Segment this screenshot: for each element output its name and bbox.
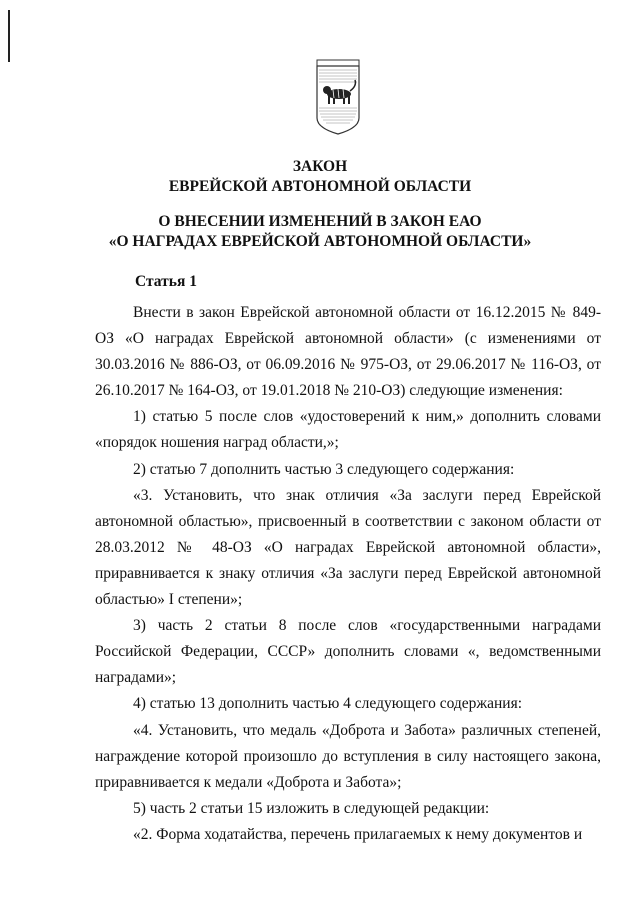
paragraph: «3. Установить, что знак отличия «За заслуги перед Еврейской автономной областью», присвоенный в соответствии с законом области от 28.03.2012 № 48-ОЗ «О наградах Еврейской автономной области», приравнивается к знаку отличия «За заслуги перед Еврейской автономной областью» I степени»; — [95, 486, 601, 609]
subject-line-1: О ВНЕСЕНИИ ИЗМЕНЕНИЙ В ЗАКОН ЕАО — [158, 213, 482, 230]
paragraph: «4. Установить, что медаль «Доброта и Забота» различных степеней, награждение которой произошло до вступления в силу настоящего закона, приравнивается к медали «Доброта и Забота»; — [95, 721, 601, 791]
coat-of-arms-icon — [313, 58, 363, 136]
margin-mark — [8, 10, 10, 62]
paragraph: Внести в закон Еврейской автономной области от 16.12.2015 № 849-ОЗ «О наградах Еврейской автономной области» (с изменениями от 30.03.2016 № 886-ОЗ, от 06.09.2016 № 975-ОЗ, от 29.06.2017 № 116-ОЗ, от 26.10.2017 № 164-ОЗ, от 19.01.2018 № 210-ОЗ) следующие изменения: — [95, 304, 601, 400]
law-subject — [0, 212, 640, 252]
law-word: ЗАКОН — [292, 158, 348, 175]
paragraph: 3) часть 2 статьи 8 после слов «государственными наградами Российской Федерации, СССР» дополнить словами «, ведомственными наградами»; — [95, 617, 601, 687]
subject-line-2: «О НАГРАДАХ ЕВРЕЙСКОЙ АВТОНОМНОЙ ОБЛАСТИ» — [108, 233, 532, 250]
article-heading: Статья 1 — [135, 273, 197, 290]
paragraph: 4) статью 13 дополнить частью 4 следующего содержания: — [133, 695, 523, 713]
law-title — [0, 157, 640, 197]
tiger-icon — [323, 80, 355, 104]
region-name: ЕВРЕЙСКОЙ АВТОНОМНОЙ ОБЛАСТИ — [168, 178, 472, 195]
paragraph: «2. Форма ходатайства, перечень прилагаемых к нему документов и — [133, 825, 583, 843]
paragraph: 5) часть 2 статьи 15 изложить в следующей редакции: — [133, 799, 490, 817]
article-text — [95, 300, 601, 848]
paragraph: 2) статью 7 дополнить частью 3 следующего содержания: — [133, 460, 515, 478]
paragraph: 1) статью 5 после слов «удостоверений к ним,» дополнить словами «порядок ношения наград области,»; — [95, 408, 601, 452]
